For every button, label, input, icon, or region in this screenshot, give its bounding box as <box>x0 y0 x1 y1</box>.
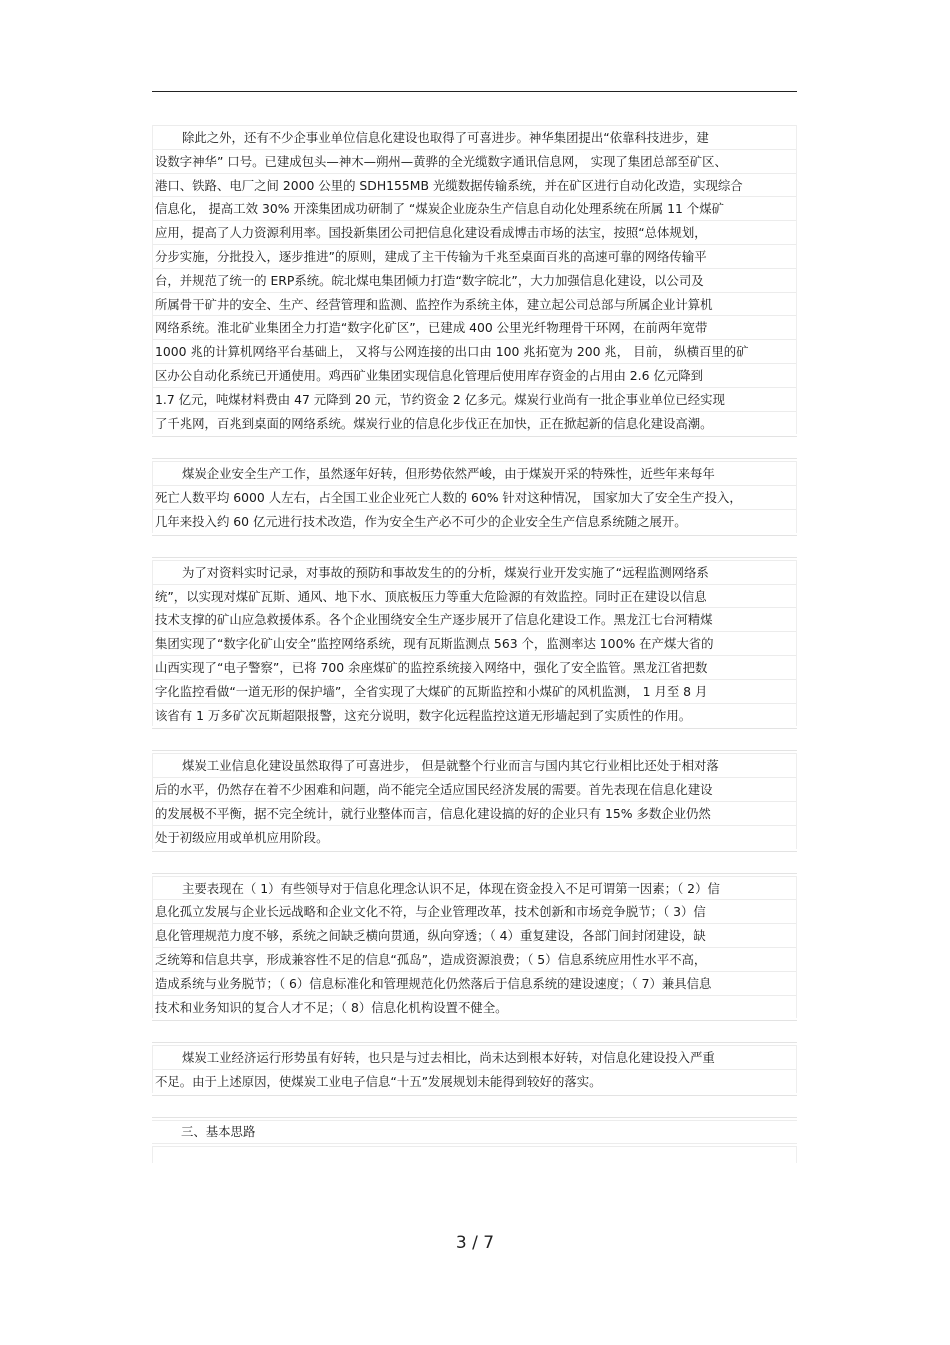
text-line: 信息化， 提高工效 30% 开滦集团成功研制了 “煤炭企业庞杂生产信息自动化处理系统在所属 11 个煤矿 <box>153 196 796 220</box>
text-line: 应用，提高了人力资源利用率。国投新集团公司把信息化建设看成博击市场的法宝，按照“总体规划， <box>153 220 796 244</box>
paragraph-gap <box>152 851 797 874</box>
text-line: 后的水平，仍然存在着不少困难和问题，尚不能完全适应国民经济发展的需要。首先表现在信息化建设 <box>153 777 796 801</box>
text-line: 煤炭企业安全生产工作，虽然逐年好转，但形势依然严峻，由于煤炭开采的特殊性，近些年来每年 <box>153 461 796 485</box>
paragraph-4 <box>152 753 797 848</box>
text-line: 设数字神华” 口号。已建成包头—神木—朔州—黄骅的全光缆数字通讯信息网， 实现了集团总部至矿区、 <box>153 149 796 173</box>
paragraph-gap <box>152 535 797 558</box>
text-line: 了千兆网，百兆到桌面的网络系统。煤炭行业的信息化步伐正在加快，正在掀起新的信息化建设高潮。 <box>153 411 796 435</box>
text-line: 山西实现了“电子警察”，已将 700 余座煤矿的监控系统接入网络中，强化了安全监管。黑龙江省把数 <box>153 655 796 679</box>
header-rule <box>152 91 797 92</box>
text-line: 处于初级应用或单机应用阶段。 <box>153 825 796 849</box>
text-line: 字化监控看做“一道无形的保护墙”，全省实现了大煤矿的瓦斯监控和小煤矿的风机监测， 1 月至 8 月 <box>153 679 796 703</box>
text-line: 乏统筹和信息共享，形成兼容性不足的信息“孤岛”，造成资源浪费；（ 5）信息系统应用性水平不高， <box>153 947 796 971</box>
text-line: 息化管理规范力度不够，系统之间缺乏横向贯通，纵向穿透；（ 4）重复建设，各部门间封闭建设，缺 <box>153 923 796 947</box>
text-line: 主要表现在（ 1）有些领导对于信息化理念认识不足，体现在资金投入不足可谓第一因素；（ 2）信 <box>153 876 796 900</box>
text-line: 造成系统与业务脱节；（ 6）信息标准化和管理规范化仍然落后于信息系统的建设速度；（ 7）兼具信息 <box>153 971 796 995</box>
paragraph-2 <box>152 461 797 532</box>
text-line: 的发展极不平衡，据不完全统计，就行业整体而言，信息化建设搞的好的企业只有 15% 多数企业仍然 <box>153 801 796 825</box>
text-line: 区办公自动化系统已开通使用。鸡西矿业集团实现信息化管理后使用库存资金的占用由 2.6 亿元降到 <box>153 363 796 387</box>
text-line: 技术和业务知识的复合人才不足；（ 8）信息化机构设置不健全。 <box>153 995 796 1019</box>
text-line: 集团实现了“数字化矿山安全”监控网络系统，现有瓦斯监测点 563 个，监测率达 100% 在产煤大省的 <box>153 631 796 655</box>
paragraph-3 <box>152 560 797 727</box>
paragraph-gap <box>152 1020 797 1043</box>
text-line: 技术支撑的矿山应急救援体系。各个企业围绕安全生产逐步展开了信息化建设工作。黑龙江七台河精煤 <box>153 607 796 631</box>
text-line: 分步实施，分批投入，逐步推进”的原则，建成了主干传输为千兆至桌面百兆的高速可靠的网络传输平 <box>153 244 796 268</box>
text-line: 网络系统。淮北矿业集团全力打造“数字化矿区”，已建成 400 公里光纤物理骨干环网，在前两年宽带 <box>153 315 796 339</box>
text-line: 几年来投入约 60 亿元进行技术改造，作为安全生产必不可少的企业安全生产信息系统随之展开。 <box>153 509 796 533</box>
text-line: 1.7 亿元，吨煤材料费由 47 元降到 20 元，节约资金 2 亿多元。煤炭行业尚有一批企事业单位已经实现 <box>153 387 796 411</box>
paragraph-gap <box>152 728 797 751</box>
paragraph-6 <box>152 1045 797 1093</box>
text-line: 1000 兆的计算机网络平台基础上， 又将与公网连接的出口由 100 兆拓宽为 200 兆， 目前， 纵横百里的矿 <box>153 339 796 363</box>
paragraph-5 <box>152 876 797 1019</box>
text-line: 为了对资料实时记录，对事故的预防和事故发生的的分析，煤炭行业开发实施了“远程监测网络系 <box>153 560 796 584</box>
paragraph-1 <box>152 125 797 434</box>
text-line: 港口、铁路、电厂之间 2000 公里的 SDH155MB 光缆数据传输系统，并在矿区进行自动化改造，实现综合 <box>153 173 796 197</box>
section-heading: 三、基本思路 <box>152 1120 797 1144</box>
paragraph-gap <box>152 436 797 459</box>
text-line: 台，并规范了统一的 ERP系统。皖北煤电集团倾力打造“数字皖北”，大力加强信息化建设，以公司及 <box>153 268 796 292</box>
paragraph-gap <box>152 1095 797 1118</box>
continuation-area <box>152 1146 797 1163</box>
text-line: 所属骨干矿井的安全、生产、经营管理和监测、监控作为系统主体，建立起公司总部与所属企业计算机 <box>153 292 796 316</box>
text-line: 除此之外，还有不少企事业单位信息化建设也取得了可喜进步。神华集团提出“依靠科技进步，建 <box>153 125 796 149</box>
page-number: 3 / 7 <box>455 1233 495 1253</box>
text-line: 息化孤立发展与企业长远战略和企业文化不符，与企业管理改革，技术创新和市场竞争脱节；（ 3）信 <box>153 899 796 923</box>
text-line: 不足。由于上述原因，使煤炭工业电子信息“十五”发展规划未能得到较好的落实。 <box>153 1069 796 1093</box>
text-line: 该省有 1 万多矿次瓦斯超限报警，这充分说明，数字化远程监控这道无形墙起到了实质性的作用。 <box>153 703 796 727</box>
document-body <box>152 125 797 1163</box>
text-line: 统”，以实现对煤矿瓦斯、通风、地下水、顶底板压力等重大危险源的有效监控。同时正在建设以信息 <box>153 584 796 608</box>
text-line: 死亡人数平均 6000 人左右，占全国工业企业死亡人数的 60% 针对这种情况， 国家加大了安全生产投入， <box>153 485 796 509</box>
text-line: 煤炭工业信息化建设虽然取得了可喜进步， 但是就整个行业而言与国内其它行业相比还处于相对落 <box>153 753 796 777</box>
text-line: 煤炭工业经济运行形势虽有好转，也只是与过去相比，尚未达到根本好转，对信息化建设投入严重 <box>153 1045 796 1069</box>
